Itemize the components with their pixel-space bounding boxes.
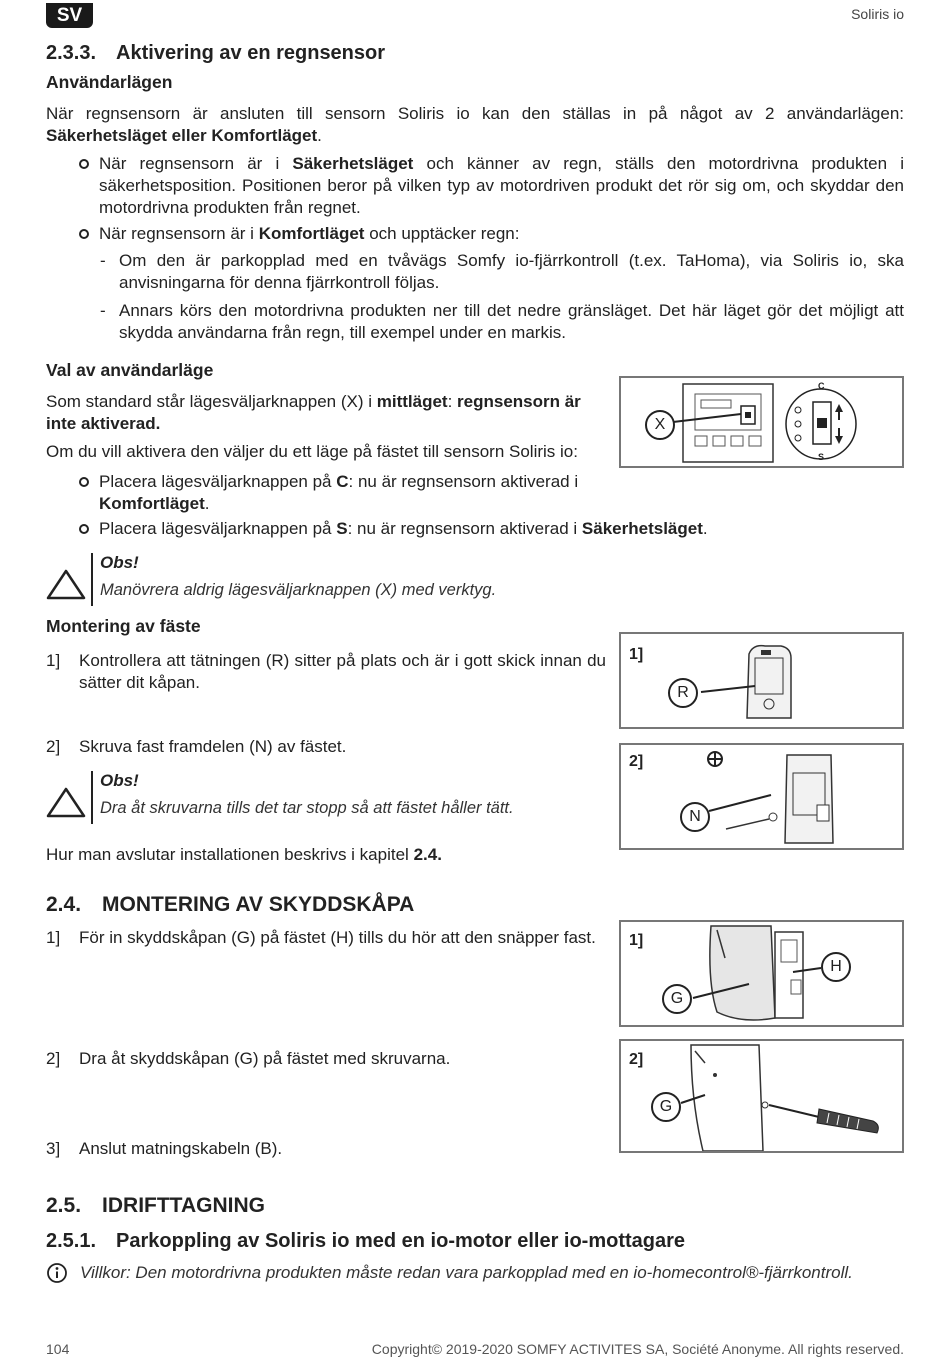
obs-text: Manövrera aldrig lägesväljarknappen (X) med verktyg. (100, 581, 497, 599)
obs-divider (91, 553, 93, 606)
prerequisite-note: Villkor: Den motordrivna produkten måste redan vara parkopplad med en io-homecontrol®-fjärrkontroll. (80, 1263, 853, 1282)
bullet-safety-mode: När regnsensorn är i Säkerhetsläget och känner av regn, ställs den motordrivna produkten i säkerhetsposition. Positionen beror på vilken typ av motordriven produkt det rör sig om, och skyddar den motordrivna produkten från regnet. (99, 154, 905, 217)
obs-divider (91, 771, 93, 824)
dash-item-paired: - Om den är parkopplad med en tvåvägs Somfy io-fjärrkontroll (t.ex. TaHoma), via Soliris io, ska anvisningarna för denna fjärrkontroll följas. (119, 250, 904, 294)
finish-reference: Hur man avslutar installationen beskrivs i kapitel 2.4. (46, 845, 442, 864)
section-title-2-4: 2.4. MONTERING AV SKYDDSKÅPA (46, 893, 415, 916)
callout-h: H (821, 952, 851, 982)
dash-item-otherwise: - Annars körs den motordrivna produkten ner till det nedre gränsläget. Det här läget gör det möjligt att skydda användarna från regn, till exempel under en markis. (119, 300, 904, 344)
info-icon (46, 1262, 68, 1284)
figure-step-label: 1] (629, 646, 644, 663)
bullet-comfort-mode: När regnsensorn är i Komfortläget och upptäcker regn: (99, 223, 904, 245)
modes-heading: Användarlägen (46, 72, 173, 92)
callout-g: G (651, 1092, 681, 1122)
warning-icon (46, 568, 86, 600)
bullet-position-s: Placera lägesväljarknappen på S: nu är regnsensorn aktiverad i Säkerhetsläget. (99, 518, 904, 540)
position-c-label: C (818, 381, 825, 391)
figure-front-part (619, 743, 904, 850)
mode-choice-heading: Val av användarläge (46, 360, 214, 380)
activate-text: Om du vill aktivera den väljer du ett läge på fästet till sensorn Soliris io: (46, 442, 578, 461)
callout-n: N (680, 802, 710, 832)
mount-step-2: 2] Skruva fast framdelen (N) av fästet. (46, 737, 347, 756)
front-part-illustration (621, 745, 902, 848)
callout-r: R (668, 678, 698, 708)
figure-step-label: 2] (629, 1051, 644, 1068)
mounting-heading: Montering av fäste (46, 616, 201, 636)
section-title-2-5-1: 2.5.1. Parkoppling av Soliris io med en io-motor eller io-mottagare (46, 1230, 686, 1252)
callout-g: G (662, 984, 692, 1014)
modes-intro: När regnsensorn är ansluten till sensorn Soliris io kan den ställas in på något av 2 användarlägen: Säkerhetsläget eller Komfortläget. (46, 104, 904, 145)
language-badge: SV (46, 3, 93, 28)
section-title-2-5: 2.5. IDRIFTTAGNING (46, 1194, 265, 1217)
product-name: Soliris io (851, 6, 904, 22)
obs-title: Obs! (100, 553, 139, 572)
seal-illustration (621, 634, 902, 727)
figure-step-label: 2] (629, 753, 644, 770)
warning-icon (46, 786, 86, 818)
obs-text: Dra åt skruvarna tills det tar stopp så att fästet håller tätt. (100, 799, 514, 817)
cover-step-3: 3] Anslut matningskabeln (B). (46, 1139, 283, 1158)
mount-step-1: 1] Kontrollera att tätningen (R) sitter på plats och är i gott skick innan du sätter dit kåpan. (46, 651, 606, 692)
figure-step-label: 1] (629, 932, 644, 949)
figure-cover-insert (619, 920, 904, 1027)
cover-step-2: 2] Dra åt skyddskåpan (G) på fästet med skruvarna. (46, 1049, 451, 1068)
position-s-label: S (818, 452, 825, 462)
section-title-2-3-3: 2.3.3. Aktivering av en regnsensor (46, 42, 386, 64)
default-mode-text: Som standard står lägesväljarknappen (X) i mittläget: regnsensorn är inte aktiverad. (46, 392, 581, 433)
obs-title: Obs! (100, 771, 139, 790)
bullet-position-c: Placera lägesväljarknappen på C: nu är regnsensorn aktiverad i Komfortläget. (99, 471, 614, 515)
copyright: Copyright© 2019-2020 SOMFY ACTIVITES SA, Société Anonyme. All rights reserved. (371, 1341, 904, 1357)
figure-mode-selector (619, 376, 904, 468)
cover-insert-illustration (621, 922, 902, 1025)
callout-x: X (645, 410, 675, 440)
page-number: 104 (46, 1341, 70, 1357)
figure-cover-screws (619, 1039, 904, 1153)
cover-step-1: 1] För in skyddskåpan (G) på fästet (H) tills du hör att den snäpper fast. (46, 928, 596, 947)
figure-seal (619, 632, 904, 729)
